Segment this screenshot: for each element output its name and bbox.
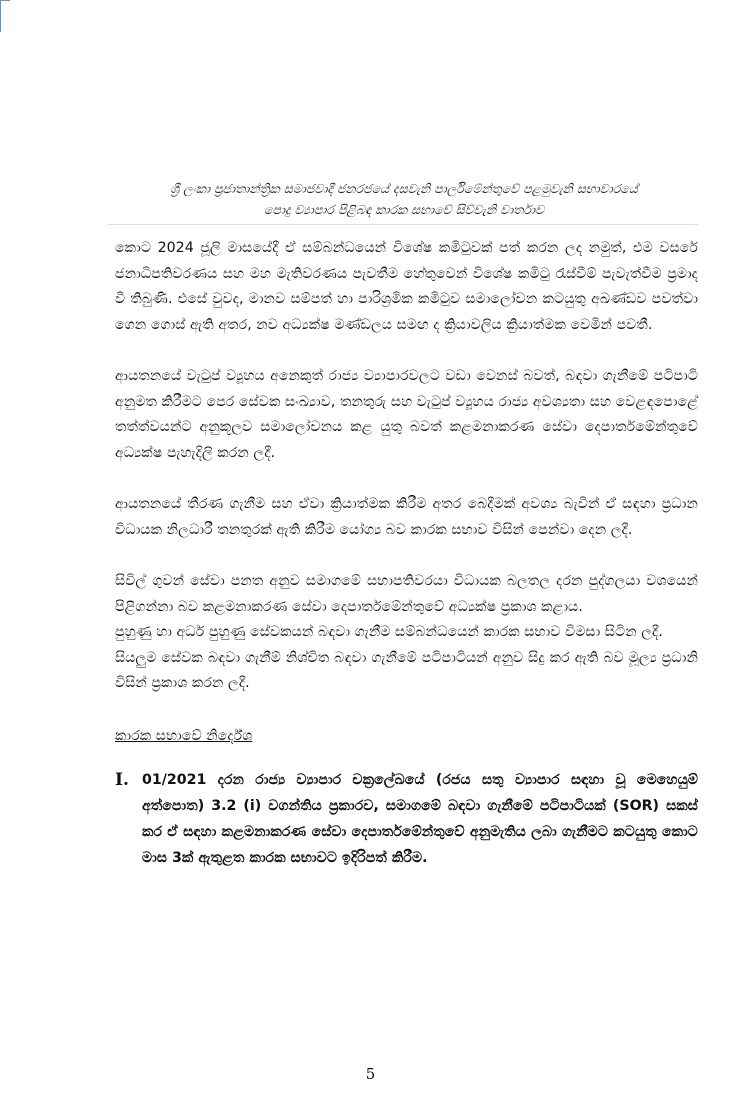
corner-crop-mark (0, 0, 1, 32)
statement-2: පුහුණු හා අර්ධ පුහුණු සේවකයන් බඳවා ගැනීම සම්බන්ධයෙන් කාරක සභාව විමසා සිටින ලදී. (115, 624, 663, 640)
header-line-1: ශ්‍රී ලංකා ප්‍රජාතාන්ත්‍රික සමාජවාදී ජනරජයේ දසවැනි පාර්ලිමේන්තුවේ පළමුවැනි සභාවාරයේ (170, 181, 638, 196)
statement-group (115, 569, 698, 697)
running-header (108, 178, 700, 220)
header-line-2: පොදු ව්‍යාපාර පිළිබඳ කාරක සභාවේ සිව්වැනි වාර්තාව (263, 202, 545, 217)
recommendation-text: 01/2021 දරන රාජ්‍ය ව්‍යාපාර චක්‍රලේඛයේ (රජය සතු ව්‍යාපාර සඳහා වූ මෙහෙයුම් අත්පොත) 3.2 (i) වගන්තිය ප්‍රකාරව, සමාගමේ බඳවා ගැනීමේ පටිපාටියක් (SOR) සකස් කර ඒ සඳහා කළමනාකරණ සේවා දෙපාර්තමේන්තුවේ අනුමැතිය ලබා ගැනීමට කටයුතු කොට මාස 3ක් ඇතුළත කාරක සභාවට ඉදිරිපත් කිරීම. (142, 771, 698, 866)
corner-crop-mark-horizontal (0, 0, 10, 1)
header-divider (108, 224, 698, 225)
paragraph-1: කොට 2024 ජූලි මාසයේදී ඒ සම්බන්ධයෙන් විශේෂ කමිටුවක් පත් කරන ලද නමුත්, එම වසරේ ජනාධිපතිවරණය සහ මහ මැතිවරණය පැවතීම හේතුවෙන් විශේෂ කමිටු රැස්වීම් පැවැත්වීම ප්‍රමාද වී තිබුණි. එසේ වුවද, මානව සම්පත් හා පාරිශ්‍රමික කමිටුව සමාලෝචන කටයුතු අඛණ්ඩව පවත්වා ගෙන ගොස් ඇති අතර, නව අධ්‍යක්ෂ මණ්ඩලය සමඟ ද ක්‍රියාවලිය ක්‍රියාත්මක වෙමින් පවතී. (115, 240, 698, 333)
paragraph-2: ආයතනයේ වැටුප් ව්‍යූහය අනෙකුත් රාජ්‍ය ව්‍යාපාරවලට වඩා වෙනස් බවත්, බඳවා ගැනීමේ පටිපාටි අනුමත කිරීමට පෙර සේවක සංඛ්‍යාව, තනතුරු සහ වැටුප් ව්‍යූහය රාජ්‍ය අවශ්‍යතා සහ වෙළඳපොළේ තත්ත්වයන්ට අනුකූලව සමාලෝචනය කළ යුතු බවත් කළමනාකරණ සේවා දෙපාර්තමේන්තුවේ අධ්‍යක්ෂ පැහැදිලි කරන ලදී. (115, 368, 698, 461)
statement-3: සියලුම සේවක බඳවා ගැනීම් නිශ්චිත බඳවා ගැනීමේ පටිපාටියන් අනුව සිදු කර ඇති බව මූල්‍ය ප්‍රධානි විසින් ප්‍රකාශ කරන ලදී. (115, 649, 698, 691)
recommendation-number: I. (115, 769, 129, 790)
paragraph-3: ආයතනයේ තීරණ ගැනීම සහ ඒවා ක්‍රියාත්මක කිරීම අතර බෙදීමක් අවශ්‍ය බැවින් ඒ සඳහා ප්‍රධාන විධායක නිලධාරී තනතුරක් ඇති කිරීම යෝග්‍ය බව කාරක සභාව විසින් පෙන්වා දෙන ලදී. (115, 496, 698, 538)
page-number: 5 (365, 1065, 376, 1083)
statement-1: සිවිල් ගුවන් සේවා පනත අනුව සමාගමේ සභාපතිවරයා විධායක බලතල දරන පුද්ගලයා වශයෙන් පිළිගන්නා බව කළමනාකරණ සේවා දෙපාර්තමේන්තුවේ අධ්‍යක්ෂ ප්‍රකාශ කළාය. (115, 573, 698, 615)
recommendations-heading: කාරක සභාවේ නිර්දේශ (115, 727, 253, 744)
page-body (115, 236, 698, 871)
recommendation-item (115, 767, 698, 871)
